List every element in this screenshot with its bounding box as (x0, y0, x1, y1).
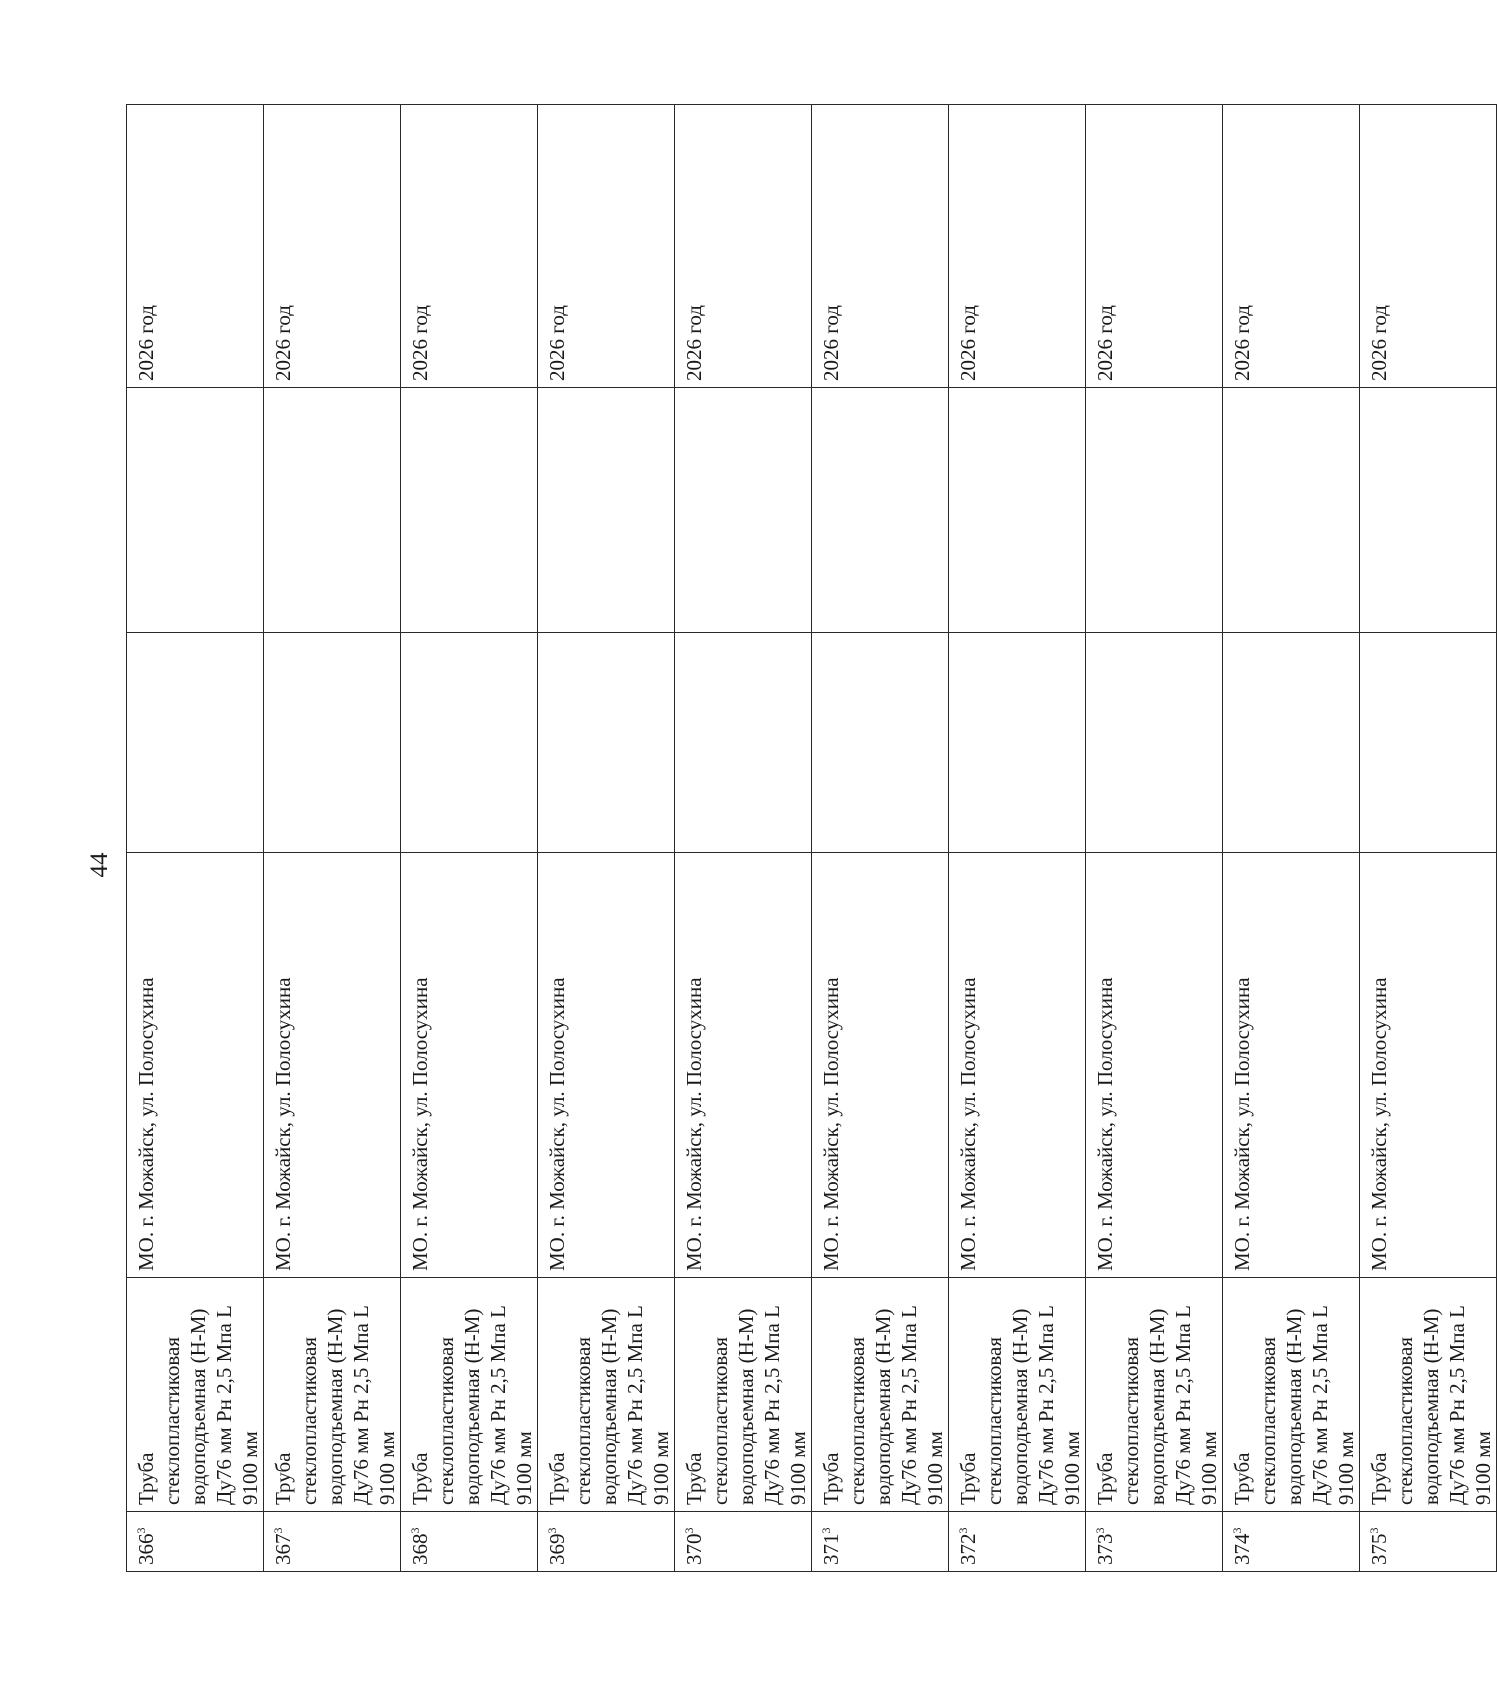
address-cell: МО. г. Можайск, ул. Полосухина (538, 853, 675, 1278)
row-number-superscript: 3 (1367, 1527, 1381, 1534)
row-number: 370 (682, 1533, 706, 1565)
row-number-cell (401, 1512, 538, 1572)
year-cell: 2026 год (949, 105, 1086, 388)
empty-cell (401, 633, 538, 853)
year-cell: 2026 год (1360, 105, 1497, 388)
empty-cell (538, 388, 675, 633)
table-row (949, 105, 1086, 1572)
empty-cell (1360, 388, 1497, 633)
row-number: 367 (271, 1533, 295, 1565)
address-cell: МО. г. Можайск, ул. Полосухина (949, 853, 1086, 1278)
empty-cell (949, 633, 1086, 853)
row-number-cell (1086, 1512, 1223, 1572)
table-container (126, 105, 1495, 1572)
row-number-cell (1223, 1512, 1360, 1572)
row-number: 373 (1093, 1533, 1117, 1565)
year-cell: 2026 год (127, 105, 264, 388)
table-row (538, 105, 675, 1572)
table-row (401, 105, 538, 1572)
row-number-cell (812, 1512, 949, 1572)
equipment-table (126, 104, 1497, 1572)
empty-cell (264, 633, 401, 853)
empty-cell (812, 633, 949, 853)
row-number-superscript: 3 (1230, 1527, 1244, 1534)
address-cell: МО. г. Можайск, ул. Полосухина (264, 853, 401, 1278)
row-number-superscript: 3 (1093, 1527, 1107, 1534)
year-cell: 2026 год (538, 105, 675, 388)
year-cell: 2026 год (675, 105, 812, 388)
table-row (1223, 105, 1360, 1572)
row-number-superscript: 3 (682, 1527, 696, 1534)
year-cell: 2026 год (1086, 105, 1223, 388)
table-row (812, 105, 949, 1572)
address-cell: МО. г. Можайск, ул. Полосухина (675, 853, 812, 1278)
address-cell: МО. г. Можайск, ул. Полосухина (401, 853, 538, 1278)
table-row (264, 105, 401, 1572)
row-number: 366 (134, 1533, 158, 1565)
empty-cell (1360, 633, 1497, 853)
row-number: 371 (819, 1533, 843, 1565)
row-number: 374 (1230, 1533, 1254, 1565)
table-row (1086, 105, 1223, 1572)
empty-cell (127, 633, 264, 853)
empty-cell (1086, 633, 1223, 853)
row-number: 372 (956, 1533, 980, 1565)
item-name-cell: Труба стеклопластиковая водоподъемная (Н-М) Ду76 мм Рн 2,5 Мпа L 9100 мм (1223, 1278, 1360, 1512)
empty-cell (401, 388, 538, 633)
empty-cell (264, 388, 401, 633)
address-cell: МО. г. Можайск, ул. Полосухина (1086, 853, 1223, 1278)
row-number-cell (675, 1512, 812, 1572)
address-cell: МО. г. Можайск, ул. Полосухина (1360, 853, 1497, 1278)
item-name-cell: Труба стеклопластиковая водоподъемная (Н-М) Ду76 мм Рн 2,5 Мпа L 9100 мм (127, 1278, 264, 1512)
empty-cell (127, 388, 264, 633)
row-number-superscript: 3 (956, 1527, 970, 1534)
row-number-superscript: 3 (408, 1527, 422, 1534)
year-cell: 2026 год (812, 105, 949, 388)
empty-cell (1086, 388, 1223, 633)
year-cell: 2026 год (264, 105, 401, 388)
item-name-cell: Труба стеклопластиковая водоподъемная (Н-М) Ду76 мм Рн 2,5 Мпа L 9100 мм (538, 1278, 675, 1512)
item-name-cell: Труба стеклопластиковая водоподъемная (Н-М) Ду76 мм Рн 2,5 Мпа L 9100 мм (1360, 1278, 1497, 1512)
item-name-cell: Труба стеклопластиковая водоподъемная (Н-М) Ду76 мм Рн 2,5 Мпа L 9100 мм (675, 1278, 812, 1512)
empty-cell (949, 388, 1086, 633)
row-number-superscript: 3 (271, 1527, 285, 1534)
row-number-cell (538, 1512, 675, 1572)
row-number: 369 (545, 1533, 569, 1565)
address-cell: МО. г. Можайск, ул. Полосухина (1223, 853, 1360, 1278)
address-cell: МО. г. Можайск, ул. Полосухина (812, 853, 949, 1278)
year-cell: 2026 год (1223, 105, 1360, 388)
table-row (127, 105, 264, 1572)
table-row (675, 105, 812, 1572)
item-name-cell: Труба стеклопластиковая водоподъемная (Н-М) Ду76 мм Рн 2,5 Мпа L 9100 мм (1086, 1278, 1223, 1512)
empty-cell (1223, 388, 1360, 633)
row-number-cell (264, 1512, 401, 1572)
empty-cell (1223, 633, 1360, 853)
empty-cell (812, 388, 949, 633)
item-name-cell: Труба стеклопластиковая водоподъемная (Н-М) Ду76 мм Рн 2,5 Мпа L 9100 мм (812, 1278, 949, 1512)
row-number-superscript: 3 (545, 1527, 559, 1534)
page-number: 44 (86, 852, 113, 878)
row-number-superscript: 3 (134, 1527, 148, 1534)
row-number-cell (127, 1512, 264, 1572)
empty-cell (675, 633, 812, 853)
row-number-cell (949, 1512, 1086, 1572)
empty-cell (675, 388, 812, 633)
empty-cell (538, 633, 675, 853)
row-number: 368 (408, 1533, 432, 1565)
table-row (1360, 105, 1497, 1572)
item-name-cell: Труба стеклопластиковая водоподъемная (Н-М) Ду76 мм Рн 2,5 Мпа L 9100 мм (949, 1278, 1086, 1512)
address-cell: МО. г. Можайск, ул. Полосухина (127, 853, 264, 1278)
item-name-cell: Труба стеклопластиковая водоподъемная (Н-М) Ду76 мм Рн 2,5 Мпа L 9100 мм (264, 1278, 401, 1512)
row-number-superscript: 3 (819, 1527, 833, 1534)
table-body (127, 105, 1497, 1572)
item-name-cell: Труба стеклопластиковая водоподъемная (Н-М) Ду76 мм Рн 2,5 Мпа L 9100 мм (401, 1278, 538, 1512)
row-number: 375 (1367, 1533, 1391, 1565)
year-cell: 2026 год (401, 105, 538, 388)
row-number-cell (1360, 1512, 1497, 1572)
